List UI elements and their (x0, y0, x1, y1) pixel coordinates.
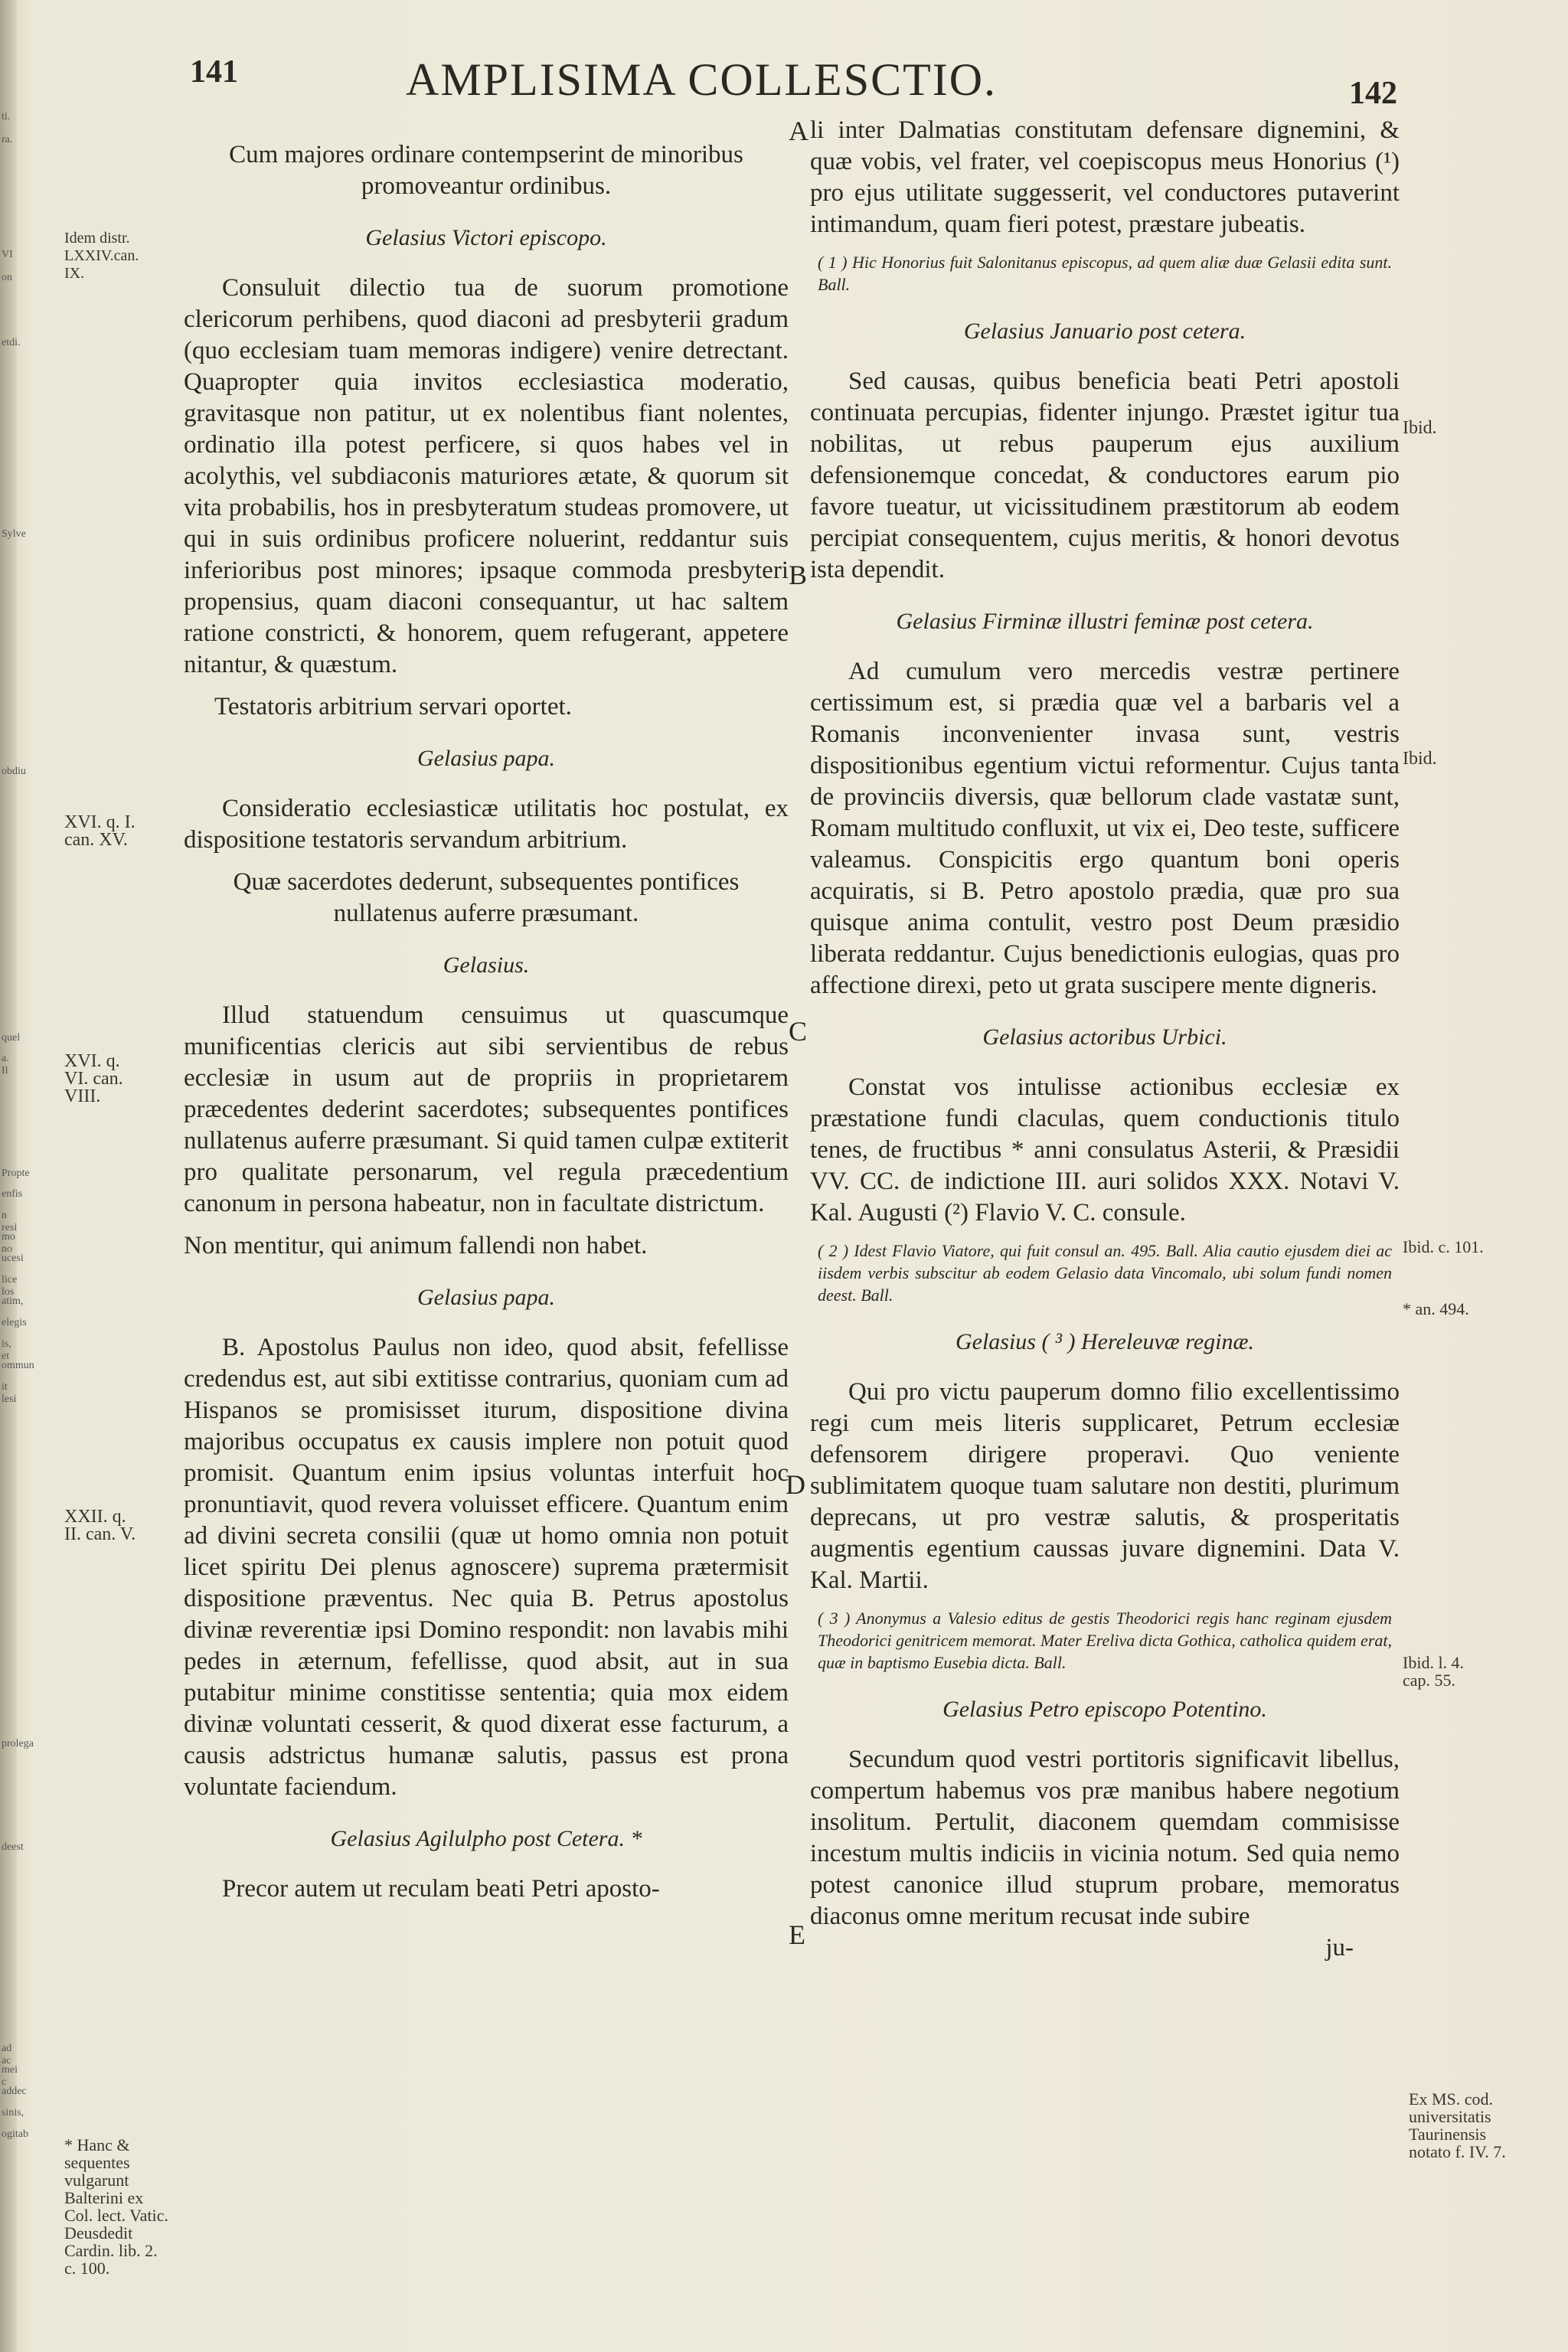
gutter-fragment: deest (2, 1841, 24, 1853)
letter-title: Gelasius actoribus Urbici. (982, 1024, 1227, 1050)
gutter-fragment: ommun (2, 1360, 34, 1371)
margin-note: Idem distr. LXXIV.can. IX. (64, 230, 139, 282)
previous-page-edge (0, 0, 34, 2352)
section-letter-a: A (789, 116, 808, 146)
gutter-fragment: ti. (2, 111, 11, 122)
paragraph: Qui pro victu pauperum domno filio excellentissimo regi cum meis literis supplicaret, Petrum ecclesiæ defensorem dirigere properavi. Quo veniente sublimitatem quoque tuam salutare non destiti, plurimum deprecans, ut pro vestræ salutis, & prosperitatis augmentis egentium caussas juvare dignemini. Data V. Kal. Martii. (810, 1378, 1400, 1594)
section-letter-e: E (789, 1919, 805, 1950)
catchword: ju- (1325, 1934, 1354, 1962)
margin-note: Ex MS. cod. universitatis Taurinensis notato f. IV. 7. (1409, 2089, 1506, 2161)
gutter-fragment: lice los (2, 1274, 18, 1298)
gutter-fragment: is, et (2, 1338, 11, 1362)
margin-note: * an. 494. (1403, 1299, 1469, 1318)
gutter-fragment: a. Il (2, 1053, 9, 1076)
gutter-fragment: mo no (2, 1231, 15, 1255)
gutter-fragment: Sylve (2, 528, 26, 540)
gutter-fragment: obdiu (2, 766, 26, 777)
paragraph: Constat vos intulisse actionibus ecclesiæ ex præstatione fundi claculas, quem conductionis titulo tenes, de fructibus * anni consulatus Asterii, & Præsidii VV. CC. de indictione III. auri solidos XXX. Notavi V. Kal. Augusti (²) Flavio V. C. consule. (810, 1073, 1400, 1227)
paragraph: li inter Dalmatias constitutam defensare dignemini, & quæ vobis, vel frater, vel coepiscopus meus Honorius (¹) pro ejus utilitate suggesserit, vel conductores putaverint intimandum, quam fieri potest, præstare jubeatis. (810, 116, 1400, 238)
gutter-fragment: atim, (2, 1295, 24, 1307)
gutter-fragment: n resi (2, 1210, 18, 1233)
letter-title: Gelasius Victori episcopo. (365, 225, 607, 250)
section-letter-d: D (786, 1469, 805, 1500)
gutter-fragment: mei c (2, 2064, 18, 2088)
rubric: Quæ sacerdotes dederunt, subsequentes pontifices nullatenus auferre præsumant. (233, 868, 740, 927)
gutter-fragment: it lesi (2, 1381, 17, 1405)
gutter-fragment: elegis (2, 1317, 27, 1328)
rubric: Testatoris arbitrium servari oportet. (214, 693, 572, 720)
margin-note: Ibid. (1403, 418, 1437, 438)
gutter-fragment: VI (2, 249, 13, 260)
gutter-fragment: Propte (2, 1168, 30, 1179)
running-title: AMPLISIMA COLLESCTIO. (406, 54, 998, 105)
gutter-fragment: addec (2, 2086, 27, 2097)
paragraph: Illud statuendum censuimus ut quascumque munificentias clericis aut sibi servientibus de rebus ecclesiæ in usum aut de propriis in proprietarem præcedentes dederint sacerdotes; subsequentes pontifices nullatenus auferre præsumant. Si quid tamen culpæ extiterit pro qualitate personarum, vel regula præcedentium canonum in persona habeatur, non in facultate districtum. (184, 1001, 789, 1217)
paragraph: B. Apostolus Paulus non ideo, quod absit, fefellisse credendus est, aut sibi extitisse contrarius, quoniam cum ad Hispanos se promisisset iturum, dispositione divina majoribus occupatus ex causis implere non potuit quod promisit. Quantum enim ipsius voluntas interfuit hoc pronuntiavit, quod revera voluisset efficere. Quantum enim ad divini secreta consilii (quæ ut homo omnia non potuit licet spiritu Dei plenus agnoscere) suprema prætermisit dispositione præventus. Nec quia B. Petrus apostolus divinæ reverentiæ ipsi Domino respondit: non lavabis mihi pedes in æternum, fefellisse, quod absit, aut in sua putabitur minime constitisse sententia; quia mox eidem divinæ voluntati cesserit, & quod dixerat esse facturum, a causis adstrictus humanæ salutis, passus est prona voluntate faciendum. (184, 1334, 789, 1801)
gutter-fragment: ad ac (2, 2043, 12, 2066)
gutter-fragment: prolega (2, 1738, 34, 1749)
margin-note: XVI. q. VI. can. VIII. (64, 1051, 123, 1106)
letter-title: Gelasius Agilulpho post Cetera. * (330, 1826, 642, 1851)
left-column (184, 129, 789, 1905)
letter-title: Gelasius ( ³ ) Hereleuvæ reginæ. (955, 1329, 1255, 1354)
margin-note: * Hanc & sequentes vulgarunt Balterini ex Col. lect. Vatic. Deusdedit Cardin. lib. 2. c. 100. (64, 2135, 168, 2278)
right-column (810, 115, 1400, 1964)
gutter-fragment: etdi. (2, 337, 21, 348)
rubric: Non mentitur, qui animum fallendi non habet. (184, 1232, 648, 1259)
gutter-fragment: ogitab (2, 2128, 28, 2140)
paragraph: Sed causas, quibus beneficia beati Petri apostoli continuata percupias, fidenter injungo. Præstet igitur tua nobilitas, ut rebus pauperum ejus auxilium defensionemque concedat, & conductores earum pio favore tueatur, ut vicissitudinem præstitorum ab eodem percipiat consequentem, cujus meritis, & honori devotus ista dependit. (810, 368, 1400, 583)
gutter-fragment: sinis, (2, 2107, 24, 2118)
left-page-number: 141 (190, 54, 238, 90)
letter-title: Gelasius papa. (417, 746, 555, 771)
gutter-fragment: ra. (2, 134, 13, 145)
gutter-fragment: enfis (2, 1188, 23, 1200)
gutter-fragment: quel (2, 1032, 21, 1044)
margin-note: Ibid. (1403, 749, 1437, 769)
letter-title: Gelasius Firminæ illustri feminæ post cetera. (896, 609, 1314, 634)
margin-note: Ibid. l. 4. cap. 55. (1403, 1653, 1465, 1690)
footnote: ( 1 ) Hic Honorius fuit Salonitanus episcopus, ad quem aliæ duæ Gelasii edita sunt. Ball. (818, 253, 1392, 294)
intro-rubric: Cum majores ordinare contempserint de minoribus promoveantur ordinibus. (229, 141, 743, 200)
paragraph: Secundum quod vestri portitoris significavit libellus, compertum habemus vos præ manibus habere negotium insolitum. Pertulit, diaconem quemdam commisisse incestum multis indiciis in vicinia notum. Sed quia nemo potest canonice illud stuprum probare, memoratus diaconus omne meritum recusat inde subire (810, 1746, 1400, 1930)
margin-note: XXII. q. II. can. V. (64, 1507, 136, 1544)
gutter-fragment: on (2, 272, 12, 283)
letter-title: Gelasius Januario post cetera. (963, 318, 1246, 344)
section-letter-b: B (789, 560, 808, 590)
paragraph: Consideratio ecclesiasticæ utilitatis hoc postulat, ex dispositione testatoris servandum arbitrium. (184, 795, 789, 854)
paragraph: Ad cumulum vero mercedis vestræ pertinere certissimum est, si prædia quæ vel a barbaris vel a Romanis inconvenienter invasa sunt, vestris dispositionibus egentium victui reformentur. Cujus tanta de provinciis diversis, quæ bellorum clade vastatæ sunt, Romam multitudo confluxit, ut vix ei, Deo teste, sufficere valeamus. Conspicitis ergo quantum boni operis acquiratis, si B. Petro apostolo prædia, quæ pro sua quisque anima contulit, vestro post Deum præsidio liberata reddantur. Cujus benedictionis eulogias, quas pro affectione direxi, peto ut grata suscipere mente digneris. (810, 658, 1400, 999)
right-page-number: 142 (1349, 76, 1397, 111)
letter-title: Gelasius Petro episcopo Potentino. (942, 1697, 1267, 1722)
paragraph: Consuluit dilectio tua de suorum promotione clericorum perhibens, quod diaconi ad presbyterii gradum (quo ecclesiam tuam memoras indigere) venire detrectant. Quapropter quia invitos ecclesiastica moderatio, gravitasque non patitur, ut ex nolentibus fiant nolentes, ordinatio illa potest perficere, si quos habes vel in acolythis, vel subdiaconis maturiores ætate, & quorum sit vita probabilis, hos in presbyteratum studeas promovere, ut qui in suis ordinibus proficere noluerint, reddantur suis inferioribus post minores; ipsaque commoda presbyteri propensius, quam diaconi consequantur, ut hac saltem ratione constricti, & honorem, quem refugerant, appetere nitantur, & quæstum. (184, 274, 789, 678)
paragraph: Precor autem ut reculam beati Petri aposto- (222, 1875, 660, 1903)
margin-note: XVI. q. I. can. XV. (64, 812, 136, 850)
footnote: ( 3 ) Anonymus a Valesio editus de gestis Theodorici regis hanc reginam ejusdem Theodorici genitricem memorat. Mater Ereliva dicta Gothica, catholica quidem erat, quæ in baptismo Eusebia dicta. Ball. (818, 1609, 1392, 1672)
footnote: ( 2 ) Idest Flavio Viatore, qui fuit consul an. 495. Ball. Alia cautio ejusdem diei ac iisdem verbis subscitur ab eodem Gelasio data Vincomalo, ubi solum fundi nomen deest. Ball. (818, 1241, 1392, 1305)
letter-title: Gelasius papa. (417, 1285, 555, 1310)
section-letter-c: C (789, 1016, 808, 1047)
margin-note: Ibid. c. 101. (1403, 1237, 1484, 1256)
letter-title: Gelasius. (443, 952, 530, 978)
gutter-fragment: ucesi (2, 1253, 24, 1264)
